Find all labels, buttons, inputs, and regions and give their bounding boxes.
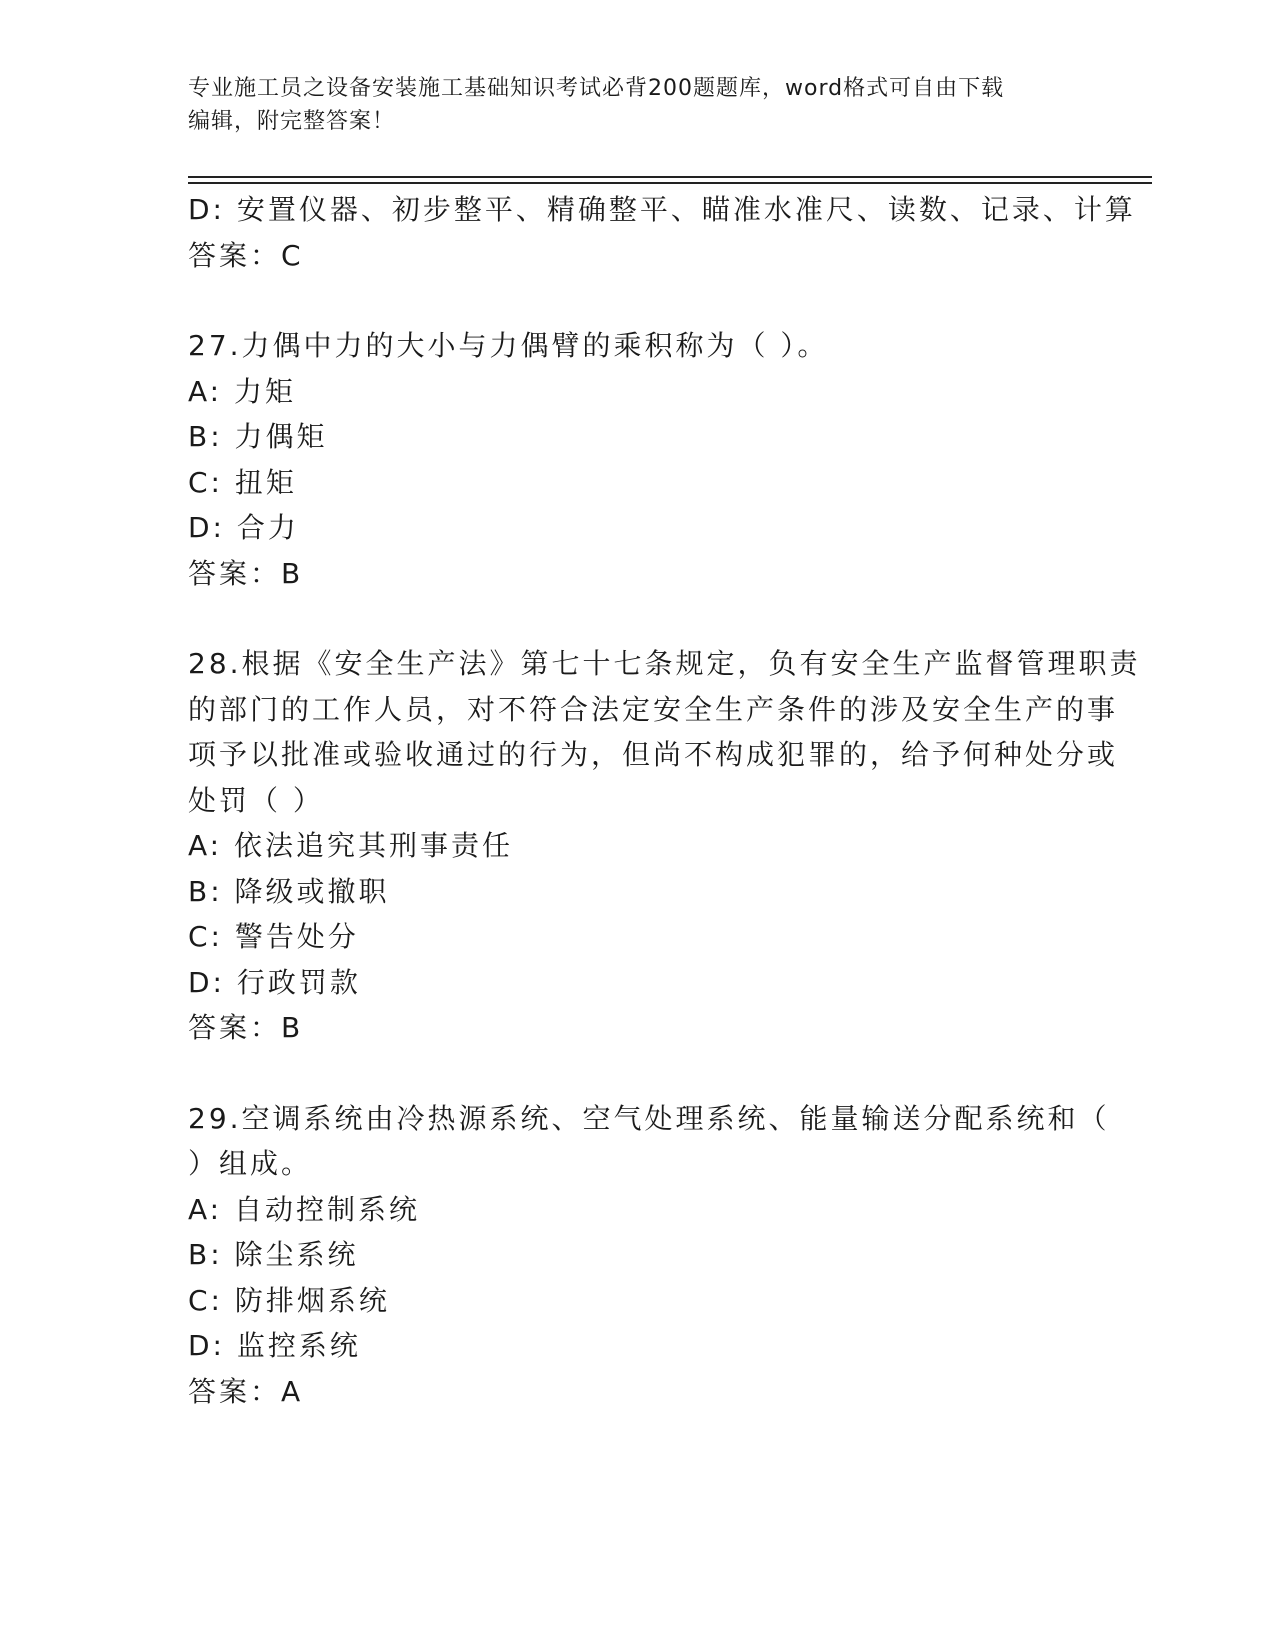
option-a: A: 自动控制系统 <box>188 1192 420 1226</box>
stem-line: 处罚（ ） <box>188 783 324 817</box>
option-c: C: 防排烟系统 <box>188 1283 390 1317</box>
option-b: B: 力偶矩 <box>188 420 328 453</box>
question-29 <box>188 1096 1110 1415</box>
stem-line: 29.空调系统由冷热源系统、空气处理系统、能量输送分配系统和（ <box>188 1101 1110 1135</box>
document-header <box>188 72 1088 138</box>
option-c: C: 警告处分 <box>188 920 359 953</box>
question-28 <box>188 641 1141 1051</box>
stem-line: ）组成。 <box>188 1147 313 1180</box>
option-d: D: 监控系统 <box>188 1329 361 1362</box>
stem-line: 项予以批准或验收通过的行为，但尚不构成犯罪的，给予何种处分或 <box>188 738 1119 771</box>
option-d: D: 行政罚款 <box>188 965 361 999</box>
option-d: D: 合力 <box>188 511 299 544</box>
answer-line: 答案：B <box>188 556 304 590</box>
question-stem <box>188 641 1141 823</box>
header-line-2: 编辑，附完整答案！ <box>188 109 396 134</box>
option-d: D: 安置仪器、初步整平、精确整平、瞄准水准尺、读数、记录、计算 <box>188 193 1136 226</box>
answer-line: 答案：A <box>188 1374 304 1408</box>
header-divider-top <box>188 176 1152 178</box>
question-stem <box>188 1096 1110 1187</box>
stem-line: 的部门的工作人员，对不符合法定安全生产条件的涉及安全生产的事 <box>188 692 1119 726</box>
question-27 <box>188 323 1088 596</box>
option-a: A: 依法追究其刑事责任 <box>188 829 513 862</box>
option-a: A: 力矩 <box>188 374 296 408</box>
stem-line: 28.根据《安全生产法》第七十七条规定，负有安全生产监督管理职责 <box>188 647 1141 680</box>
question-stem: 27.力偶中力的大小与力偶臂的乘积称为（ ）。 <box>188 329 829 362</box>
option-c: C: 扭矩 <box>188 465 297 499</box>
question-content <box>188 187 1141 1414</box>
header-line-1: 专业施工员之设备安装施工基础知识考试必背200题题库，word格式可自由下载 <box>188 76 1005 101</box>
option-b: B: 除尘系统 <box>188 1238 359 1271</box>
header-divider-bottom <box>188 182 1152 184</box>
option-b: B: 降级或撤职 <box>188 874 390 908</box>
answer-line: 答案：C <box>188 238 304 272</box>
previous-question-tail <box>188 187 1136 278</box>
answer-line: 答案：B <box>188 1011 304 1044</box>
